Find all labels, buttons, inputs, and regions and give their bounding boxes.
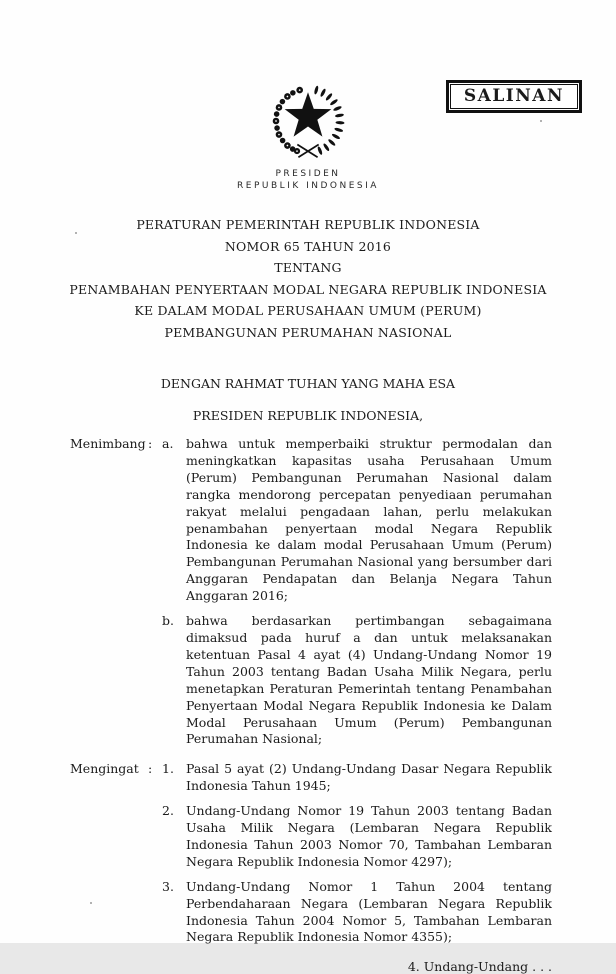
mengingat-item-3 [162, 879, 552, 947]
item-marker: 2. [162, 803, 174, 819]
title-line-nomor: NOMOR 65 TAHUN 2016 [224, 238, 392, 254]
menimbang-section [70, 436, 552, 748]
salinan-stamp [446, 80, 582, 113]
mengingat-colon: : [148, 761, 153, 777]
title-line-subject-1: PENAMBAHAN PENYERTAAN MODAL NEGARA REPUBLIK INDONESIA [69, 281, 547, 297]
title-line-subject-2: KE DALAM MODAL PERUSAHAAN UMUM (PERUM) [134, 303, 482, 318]
mengingat-label: Mengingat [70, 761, 139, 777]
item-marker: 1. [162, 761, 174, 777]
item-marker: 3. [162, 878, 174, 894]
item-text: Pasal 5 ayat (2) Undang-Undang Dasar Negara Republik Indonesia Tahun 1945; [186, 761, 552, 794]
document-body [0, 436, 616, 946]
item-text: Undang-Undang Nomor 1 Tahun 2004 tentang Perbendaharaan Negara (Lembaran Negara Republik Indonesia Tahun 2004 Nomor 5, Tambahan Lembaran Negara Republik Indonesia Nomor 4355); [186, 878, 552, 945]
letterhead-presiden: PRESIDEN [275, 169, 341, 179]
item-marker: b. [162, 613, 174, 629]
title-line-subject-3: PEMBANGUNAN PERUMAHAN NASIONAL [164, 324, 452, 340]
menimbang-items [162, 436, 552, 748]
mengingat-item-2 [162, 803, 552, 871]
item-text: bahwa berdasarkan pertimbangan sebagaimana dimaksud pada huruf a dan untuk melaksanakan ketentuan Pasal 4 ayat (4) Undang-Undang Nomor 19 Tahun 2003 tentang Badan Usaha Milik Negara, perlu menetapkan Peraturan Pemerintah tentang Penambahan Penyertaan Modal Negara Republik Indonesia ke Dalam Modal Perusahaan Umum (Perum) Pembangunan Perumahan Nasional; [186, 613, 552, 747]
menimbang-colon: : [148, 436, 153, 451]
presidential-star-emblem-icon [260, 76, 356, 166]
item-text: bahwa untuk memperbaiki struktur permodalan dan meningkatkan kapasitas usaha Perusahaan Umum (Perum) Pembangunan Perumahan Nasional dalam rangka mendorong percepatan penyediaan perumahan rakyat melalui pengadaan lahan, perlu melakukan penambahan penyertaan modal Negara Republik Indonesia ke dalam modal Perusahaan Umum (Perum) Pembangunan Perumahan Nasional yang bersumber dari Anggaran Pendapatan dan Belanja Negara Tahun Anggaran 2016; [186, 436, 552, 604]
mengingat-item-1 [162, 761, 552, 795]
menimbang-item-a [162, 436, 552, 605]
item-text: Undang-Undang Nomor 19 Tahun 2003 tentang Badan Usaha Milik Negara (Lembaran Negara Republik Indonesia Tahun 2003 Nomor 70, Tambahan Lembaran Negara Republik Indonesia Nomor 4297); [186, 803, 552, 869]
scan-speck [540, 120, 542, 122]
mengingat-section [70, 761, 552, 946]
title-line-tentang: TENTANG [274, 260, 342, 275]
scan-speck [75, 232, 77, 234]
salinan-label: SALINAN [463, 86, 564, 106]
catchword-line: 4. Undang-Undang . . . [407, 959, 552, 974]
item-marker: a. [162, 436, 174, 451]
mengingat-items [162, 761, 552, 946]
scan-speck [90, 902, 92, 904]
menimbang-label: Menimbang [70, 436, 146, 451]
authority-line: PRESIDEN REPUBLIK INDONESIA, [192, 408, 424, 423]
letterhead-republik-indonesia: REPUBLIK INDONESIA [237, 181, 379, 191]
regulation-title [0, 214, 616, 343]
menimbang-item-b [162, 613, 552, 748]
invocation-line: DENGAN RAHMAT TUHAN YANG MAHA ESA [160, 376, 456, 391]
title-line-jenis: PERATURAN PEMERINTAH REPUBLIK INDONESIA [136, 217, 480, 232]
